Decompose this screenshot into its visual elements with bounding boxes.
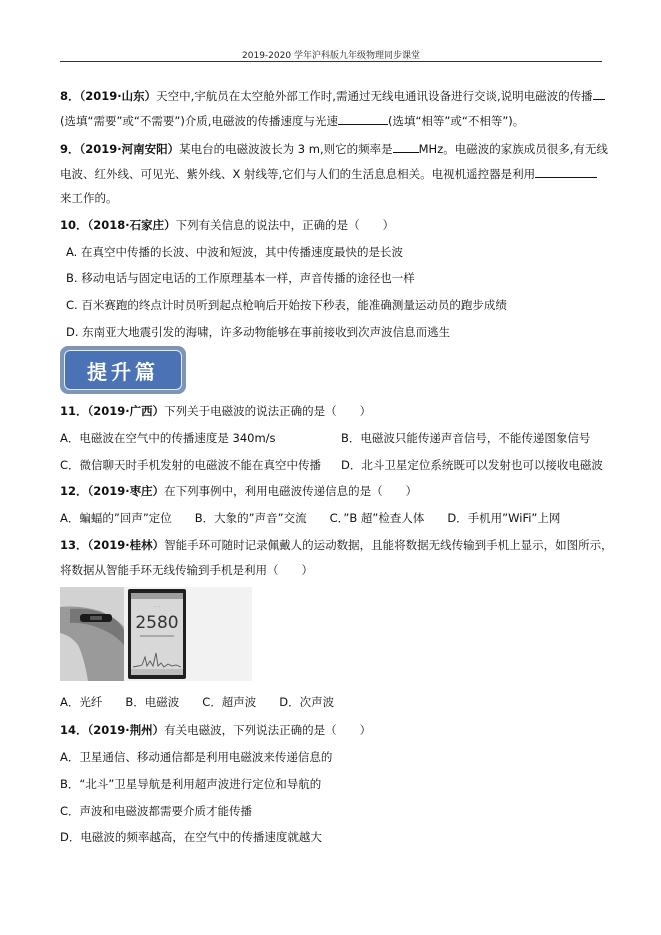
q9-blank-2[interactable]: [535, 166, 597, 178]
q13-source: （2019·桂林）: [87, 538, 165, 552]
q9-stem-2: 电波、红外线、可见光、紫外线、X 射线等,它们与人们的生活息息相关。电视机遥控器是利用: [60, 167, 536, 181]
q11-option-c[interactable]: C．微信聊天时手机发射的电磁波不能在真空中传播: [60, 458, 322, 472]
q8-stem-2b: (选填“相等”或“不相等”)。: [387, 114, 525, 128]
q14-number: 14．: [60, 723, 88, 737]
q9-line-3: 来工作的。: [60, 191, 118, 205]
page-header-title: 2019-2020 学年沪科版九年级物理同步课堂: [242, 51, 420, 61]
q14-source: （2019·荆州）: [87, 723, 165, 737]
q14-stem: [60, 723, 371, 737]
q9-source: （2019·河南安阳）: [79, 142, 180, 156]
q9-line-2: [60, 166, 597, 181]
q10-stem: [60, 218, 394, 232]
q8-source: （2019·山东）: [79, 89, 157, 103]
q11-option-b[interactable]: B．电磁波只能传递声音信号，不能传递图象信号: [341, 431, 591, 445]
q8-stem: 天空中,宇航员在太空舱外部工作时,需通过无线电通讯设备进行交谈,说明电磁波的传播: [156, 89, 593, 103]
q11-option-a[interactable]: A．电磁波在空气中的传播速度是 340m/s: [60, 431, 276, 445]
q9-stem-1a: 某电台的电磁波波长为 3 m,则它的频率是: [179, 142, 393, 156]
q10-option-c[interactable]: C. 百米赛跑的终点计时员听到起点枪响后开始按下秒表，能准确测量运动员的跑步成绩: [66, 298, 507, 312]
q8-line-2: [60, 113, 524, 128]
q12-source: （2019·枣庄）: [87, 484, 165, 498]
q8-number: 8．: [60, 89, 80, 103]
q13-number: 13．: [60, 538, 88, 552]
q11-stem-text: 下列关于电磁波的说法正确的是（ ）: [164, 404, 372, 418]
q10-source: （2018·石家庄）: [87, 218, 176, 232]
q13-stem-1: [60, 538, 613, 552]
q8-blank-1[interactable]: [593, 88, 605, 100]
q11-option-d[interactable]: D．北斗卫星定位系统既可以发射也可以接收电磁波: [341, 458, 603, 472]
q8-stem-2a: (选填“需要”或“不需要”)介质,电磁波的传播速度与光速: [60, 114, 338, 128]
q12-stem: [60, 484, 417, 498]
q9-line-1: [60, 141, 608, 156]
q11-stem: [60, 404, 371, 418]
phone-step-count: 2580: [135, 613, 179, 633]
q14-option-c[interactable]: C．声波和电磁波都需要介质才能传播: [60, 804, 253, 818]
q13-options[interactable]: A．光纤 B．电磁波 C．超声波 D．次声波: [60, 695, 335, 709]
q12-options[interactable]: A．蝙蝠的”回声”定位 B．大象的”声音”交流 C．”B 超”检查人体 D．手机用”WiFi”上网: [60, 511, 561, 525]
q8-blank-2[interactable]: [338, 113, 388, 125]
q11-source: （2019·广西）: [87, 404, 165, 418]
q9-stem-1b: MHz。电磁波的家族成员很多,有无线: [418, 142, 608, 156]
q10-option-d[interactable]: D. 东南亚大地震引发的海啸，许多动物能够在事前接收到次声波信息而逃生: [66, 325, 451, 339]
q9-number: 9．: [60, 142, 80, 156]
svg-text:· · ·: · · ·: [153, 604, 161, 609]
q12-number: 12．: [60, 484, 88, 498]
q12-stem-text: 在下列事例中，利用电磁波传递信息的是（ ）: [164, 484, 418, 498]
q14-option-b[interactable]: B．“北斗”卫星导航是利用超声波进行定位和导航的: [60, 777, 322, 791]
q14-option-d[interactable]: D．电磁波的频率越高，在空气中的传播速度就越大: [60, 830, 322, 844]
q10-stem-text: 下列有关信息的说法中，正确的是（ ）: [175, 218, 395, 232]
q13-stem-2: 将数据从智能手环无线传输到手机是利用（ ）: [60, 563, 313, 577]
q14-option-a[interactable]: A．卫星通信、移动通信都是利用电磁波来传递信息的: [60, 750, 333, 764]
q13-stem-text: 智能手环可随时记录佩戴人的运动数据，且能将数据无线传输到手机上显示，如图所示，: [164, 538, 613, 552]
header-divider: [60, 61, 602, 62]
q13-figure-svg: [60, 587, 252, 681]
q14-stem-text: 有关电磁波，下列说法正确的是（ ）: [164, 723, 372, 737]
q9-blank-1[interactable]: [393, 141, 419, 153]
section-tag: [60, 346, 186, 394]
q11-number: 11．: [60, 404, 88, 418]
q10-number: 10．: [60, 218, 88, 232]
q10-option-b[interactable]: B. 移动电话与固定电话的工作原理基本一样，声音传播的途径也一样: [66, 271, 415, 285]
q8-line-1: [60, 88, 605, 103]
q10-option-a[interactable]: A. 在真空中传播的长波、中波和短波，其中传播速度最快的是长波: [66, 245, 403, 259]
section-tag-label: 提升篇: [64, 350, 182, 390]
q13-figure: [60, 587, 252, 681]
